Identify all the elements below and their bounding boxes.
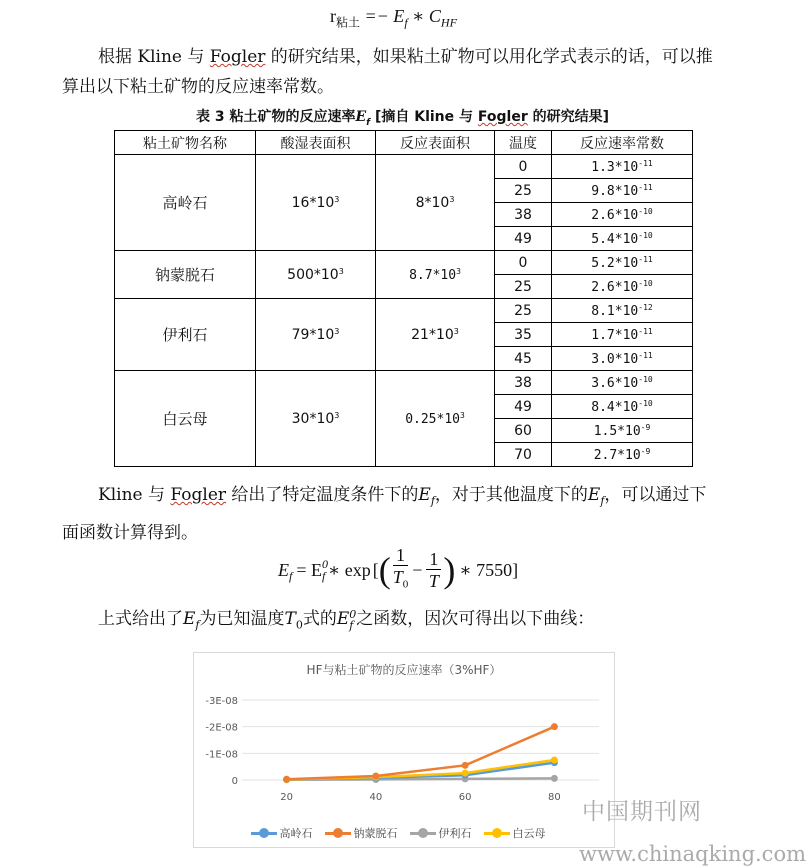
y-tick-label: -3E-08 — [205, 696, 238, 707]
text: 式的 — [302, 609, 337, 629]
text: 根据 Kline 与 — [98, 47, 210, 67]
data-point — [372, 773, 379, 780]
formula-mid: ∗ C — [407, 6, 441, 26]
caption-text: 表 3 粘土矿物的反应速率 — [196, 109, 356, 125]
text: 上式给出了 — [98, 609, 183, 629]
react-surface-cell — [376, 155, 495, 251]
rate-value: 1.3*10 — [591, 159, 639, 175]
formula-sub-hf: HF — [440, 15, 457, 30]
rate-constant-table — [114, 130, 693, 467]
temperature-cell: 49 — [495, 227, 552, 251]
rate-value: 2.7*10 — [593, 447, 641, 463]
paragraph-2-line-1 — [98, 480, 706, 516]
temperature-cell: 70 — [495, 443, 552, 467]
table-row — [115, 251, 693, 275]
rate-exp: -10 — [638, 374, 653, 384]
rate-constant-cell — [552, 443, 693, 467]
formula-paren-left: ( — [378, 550, 391, 590]
react-exp: 3 — [453, 326, 459, 336]
legend-item — [325, 825, 398, 841]
text: ，对于其他温度下的 — [434, 485, 588, 505]
legend-marker-icon — [484, 828, 510, 838]
temperature-cell: 25 — [495, 299, 552, 323]
rate-value: 1.7*10 — [591, 327, 639, 343]
rate-constant-cell — [552, 347, 693, 371]
text: 之函数，因次可得出以下曲线： — [356, 609, 595, 629]
react-value: 8*10 — [415, 194, 450, 211]
wet-surface-cell — [256, 251, 376, 299]
symbol: T — [284, 609, 296, 629]
rate-value: 5.4*10 — [591, 231, 639, 247]
symbol: E — [336, 609, 350, 629]
y-tick-label: 0 — [231, 776, 238, 787]
wet-exp: 3 — [334, 326, 340, 336]
formula-bracket: [ — [372, 559, 379, 580]
paragraph-2-line-2: 面函数计算得到。 — [62, 523, 198, 543]
data-point — [551, 757, 558, 764]
fraction-1 — [393, 545, 409, 596]
temperature-cell: 0 — [495, 155, 552, 179]
rate-constant-cell — [552, 419, 693, 443]
mineral-name-cell: 高岭石 — [115, 155, 256, 251]
formula-op: ∗ exp — [328, 559, 371, 580]
react-surface-cell — [376, 371, 495, 467]
rate-value: 5.2*10 — [591, 255, 639, 271]
text: 为已知温度 — [199, 609, 285, 629]
temperature-cell: 49 — [495, 395, 552, 419]
text-fogler: Fogler — [209, 47, 266, 67]
chart-container — [193, 652, 615, 848]
den-sub: 0 — [402, 578, 409, 591]
formula-rhs: =− E — [364, 6, 405, 26]
rate-value: 8.4*10 — [591, 399, 639, 415]
legend-item — [251, 825, 313, 841]
temperature-cell: 35 — [495, 323, 552, 347]
formula-ef — [278, 544, 519, 592]
rate-exp: -12 — [638, 302, 653, 312]
rate-constant-cell — [552, 155, 693, 179]
legend-label: 伊利石 — [438, 827, 472, 840]
temperature-cell: 25 — [495, 275, 552, 299]
text: Kline 与 — [98, 485, 171, 505]
rate-value: 8.1*10 — [591, 303, 639, 319]
formula-lhs: r — [330, 6, 336, 26]
data-point — [551, 723, 558, 730]
rate-exp: -9 — [640, 422, 651, 432]
symbol-sub: 0 — [295, 618, 303, 632]
react-exp: 3 — [449, 194, 455, 204]
legend-item — [484, 825, 546, 841]
rate-exp: -11 — [638, 350, 653, 360]
formula-rate — [330, 6, 457, 31]
paragraph-1-line-1 — [98, 42, 713, 72]
rate-constant-cell — [552, 371, 693, 395]
formula-lhs: E — [278, 559, 289, 580]
header-cell: 粘土矿物名称 — [115, 131, 256, 155]
symbol: E — [418, 485, 431, 505]
caption-symbol: E — [355, 109, 367, 125]
formula-paren-right: ) — [443, 550, 456, 590]
text-fogler: Fogler — [170, 485, 227, 505]
x-tick-label: 80 — [548, 792, 561, 803]
wet-surface-cell — [256, 371, 376, 467]
chart-legend — [194, 823, 614, 842]
caption-text: 的研究结果] — [527, 109, 610, 125]
legend-label: 高岭石 — [279, 827, 313, 840]
data-point — [462, 770, 469, 777]
react-exp: 3 — [459, 410, 465, 420]
formula-lhs-sub: f — [289, 569, 293, 583]
rate-exp: -11 — [638, 158, 653, 168]
rate-constant-cell — [552, 179, 693, 203]
rate-exp: -11 — [638, 182, 653, 192]
x-tick-label: 40 — [369, 792, 383, 803]
rate-value: 3.0*10 — [591, 351, 639, 367]
text: 给出了特定温度条件下的 — [226, 485, 419, 505]
data-point — [551, 775, 558, 782]
formula-sub: f — [322, 569, 326, 583]
rate-constant-cell — [552, 395, 693, 419]
fraction-den — [393, 566, 409, 596]
paragraph-1-line-2: 算出以下粘土矿物的反应速率常数。 — [62, 77, 334, 97]
rate-exp: -11 — [638, 254, 653, 264]
symbol-sub: f — [195, 618, 200, 632]
react-exp: 3 — [456, 266, 461, 276]
wet-surface-cell — [256, 155, 376, 251]
rate-exp: -9 — [640, 446, 651, 456]
header-cell: 反应表面积 — [376, 131, 495, 155]
temperature-cell: 45 — [495, 347, 552, 371]
legend-label: 白云母 — [512, 827, 546, 840]
text: 的研究结果，如果粘土矿物可以用化学式表示的话，可以推 — [265, 47, 713, 67]
chart-plot — [194, 653, 614, 847]
temperature-cell: 38 — [495, 371, 552, 395]
react-surface-cell — [376, 251, 495, 299]
caption-sub: f — [366, 117, 371, 128]
header-cell: 温度 — [495, 131, 552, 155]
fraction-den: T — [428, 570, 439, 591]
sup: 0 — [349, 607, 357, 621]
wet-surface-cell — [256, 299, 376, 371]
rate-constant-cell — [552, 275, 693, 299]
fraction-num: 1 — [393, 545, 408, 566]
caption-text: [摘自 Kline 与 — [370, 109, 478, 125]
rate-constant-cell — [552, 203, 693, 227]
formula-minus: − — [412, 559, 423, 580]
table-header-row — [115, 131, 693, 155]
rate-value: 3.6*10 — [591, 375, 639, 391]
legend-marker-icon — [251, 828, 277, 838]
formula-lhs-sub: 粘土 — [336, 15, 361, 30]
rate-constant-cell — [552, 323, 693, 347]
rate-value: 2.6*10 — [591, 279, 639, 295]
temperature-cell: 0 — [495, 251, 552, 275]
sub: f — [349, 618, 354, 632]
formula-sub-f: f — [404, 15, 408, 30]
legend-label: 钠蒙脱石 — [353, 827, 398, 840]
header-cell: 反应速率常数 — [552, 131, 693, 155]
rate-value: 9.8*10 — [591, 183, 639, 199]
react-surface-cell — [376, 299, 495, 371]
rate-exp: -10 — [638, 230, 653, 240]
rate-exp: -11 — [638, 326, 653, 336]
wet-value: 79*10 — [291, 326, 335, 343]
formula-tail: ∗ 7550] — [459, 559, 519, 580]
wet-value: 30*10 — [291, 410, 335, 427]
wet-exp: 3 — [338, 266, 344, 276]
rate-constant-cell — [552, 251, 693, 275]
symbol-sub: f — [600, 494, 605, 508]
mineral-name-cell: 伊利石 — [115, 299, 256, 371]
text: ，可以通过下 — [604, 485, 707, 505]
x-tick-label: 20 — [280, 792, 293, 803]
data-point — [462, 762, 469, 769]
y-tick-label: -2E-08 — [205, 722, 238, 734]
legend-item — [410, 825, 472, 841]
wet-value: 16*10 — [291, 194, 335, 211]
temperature-cell: 25 — [495, 179, 552, 203]
symbol: E — [587, 485, 601, 505]
legend-marker-icon — [325, 828, 351, 838]
rate-exp: -10 — [638, 278, 653, 288]
table-caption — [196, 106, 609, 128]
chart-title: HF与粘土矿物的反应速率（3%HF） — [306, 663, 502, 677]
watermark-text: 中国期刊网 — [582, 799, 702, 825]
temperature-cell: 38 — [495, 203, 552, 227]
wet-value: 500*10 — [287, 266, 339, 283]
rate-value: 1.5*10 — [593, 423, 641, 439]
formula-sup: 0 — [322, 557, 328, 571]
temperature-cell: 60 — [495, 419, 552, 443]
wet-exp: 3 — [334, 410, 340, 420]
data-point — [283, 776, 290, 783]
paragraph-3 — [98, 604, 594, 640]
mineral-name-cell: 白云母 — [115, 371, 256, 467]
react-value: 8.7*10 — [409, 267, 457, 283]
mineral-name-cell: 钠蒙脱石 — [115, 251, 256, 299]
react-value: 0.25*10 — [405, 411, 460, 427]
table-row — [115, 371, 693, 395]
symbol: E — [183, 609, 196, 629]
table-row — [115, 299, 693, 323]
rate-value: 2.6*10 — [591, 207, 639, 223]
formula-eq: = E — [296, 559, 322, 580]
legend-marker-icon — [410, 828, 436, 838]
symbol-sub: f — [430, 494, 435, 508]
rate-constant-cell — [552, 227, 693, 251]
rate-constant-cell — [552, 299, 693, 323]
den-t: T — [392, 566, 403, 587]
rate-exp: -10 — [638, 398, 653, 408]
fraction-2 — [426, 549, 441, 592]
y-tick-label: -1E-08 — [205, 749, 238, 761]
header-cell: 酸湿表面积 — [256, 131, 376, 155]
wet-exp: 3 — [334, 194, 340, 204]
react-value: 21*10 — [411, 326, 454, 343]
x-tick-label: 60 — [458, 792, 472, 803]
rate-exp: -10 — [638, 206, 653, 216]
watermark-url: www.chinaqking.com — [579, 842, 807, 866]
caption-fogler: Fogler — [477, 109, 528, 125]
table-row — [115, 155, 693, 179]
fraction-num: 1 — [426, 549, 441, 570]
